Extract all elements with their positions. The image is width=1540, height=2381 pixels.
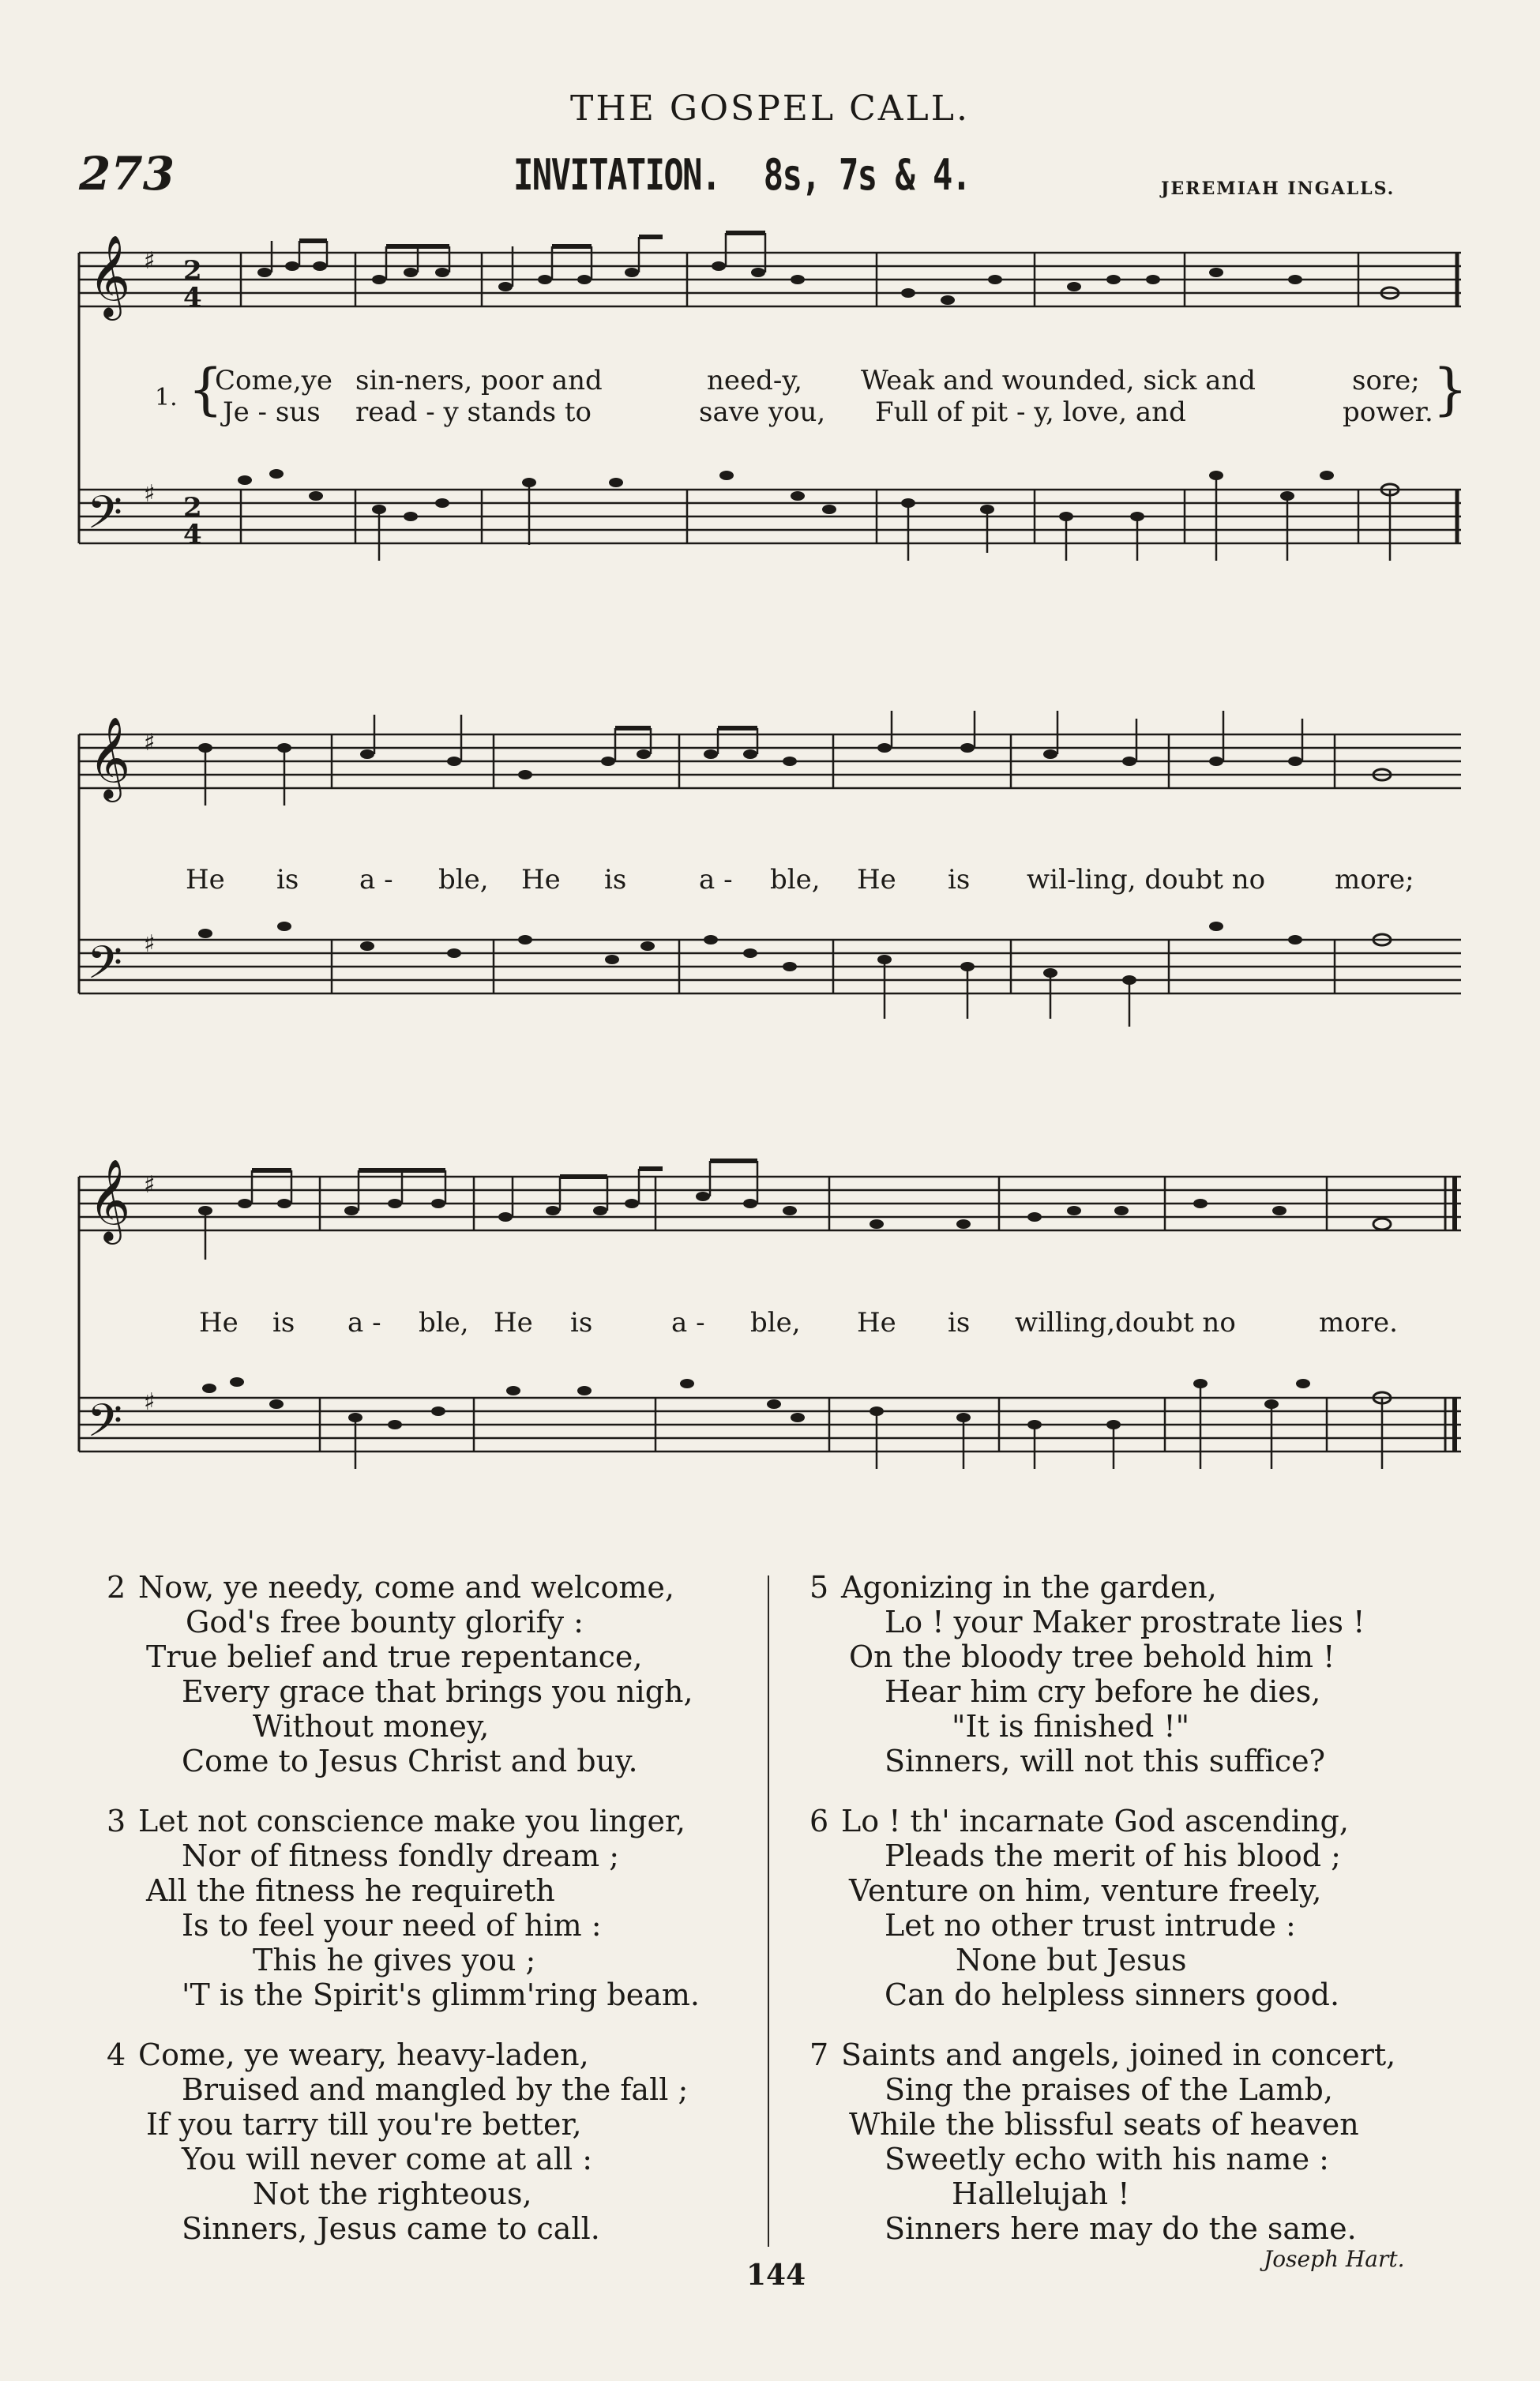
verse-line: This he gives you ;: [253, 1943, 536, 1977]
treble-clef-icon: 𝄞: [88, 1159, 131, 1241]
verse-line: Agonizing in the garden,: [841, 1570, 1217, 1605]
verse-line: Sinners, Jesus came to call.: [182, 2211, 600, 2246]
verse-line: Sweetly echo with his name :: [885, 2142, 1329, 2176]
stanza-number: 1.: [155, 384, 178, 411]
lyric-syllable: Come,ye: [215, 365, 332, 396]
treble-staff-1: [79, 253, 1461, 306]
composer: JEREMIAH INGALLS.: [1161, 178, 1395, 199]
lyric-syllable: Weak and wounded, sick and: [861, 365, 1256, 396]
verse-number: 5: [809, 1570, 829, 1605]
page-number: 144: [746, 2259, 806, 2292]
verse-line: Nor of fitness fondly dream ;: [182, 1838, 620, 1873]
lyric-syllable: wil-ling, doubt no: [1027, 864, 1266, 896]
key-signature-sharp-icon: ♯: [144, 1171, 156, 1199]
verse-6: [809, 1804, 1349, 2012]
lyric-syllable: is: [948, 1307, 971, 1339]
verse-line: On the bloody tree behold him !: [849, 1639, 1335, 1674]
verse-line: If you tarry till you're better,: [146, 2107, 582, 2142]
verse-3: [107, 1804, 700, 2012]
verse-line: Every grace that brings you nigh,: [182, 1674, 693, 1709]
verse-line: Not the righteous,: [253, 2176, 532, 2211]
hymn-title-block: [513, 150, 971, 200]
notes-bass-3: [202, 1377, 1391, 1429]
verse-number: 7: [809, 2037, 829, 2072]
lyric-brace-right: }: [1433, 357, 1468, 422]
verse-line: While the blissful seats of heaven: [849, 2107, 1359, 2142]
verse-line: Sinners, will not this suffice?: [885, 1744, 1325, 1778]
treble-staff-2: [79, 734, 1461, 788]
stems-bass-3: [355, 1384, 1382, 1469]
verse-line: Hallelujah !: [952, 2176, 1130, 2211]
hymn-meter: 8s, 7s & 4.: [763, 150, 971, 200]
verse-line: "It is finished !": [952, 1709, 1190, 1744]
lyric-syllable: a -: [359, 864, 393, 896]
verse-number: 6: [809, 1804, 829, 1838]
bass-staff-1: [79, 490, 1461, 543]
treble-clef-icon: 𝄞: [88, 235, 131, 317]
lyric-syllable: need-y,: [707, 365, 802, 396]
beams-treble-1: [299, 233, 765, 246]
stems-bass-1: [379, 475, 1390, 561]
beams-treble-3: [252, 1161, 757, 1177]
lyric-syllable: save you,: [699, 396, 826, 428]
verse-line: Let no other trust intrude :: [885, 1908, 1296, 1943]
verse-line: All the fitness he requireth: [146, 1873, 555, 1908]
verse-line: Without money,: [253, 1709, 490, 1744]
time-sig-top: 2: [183, 492, 202, 524]
verse-line: Lo ! th' incarnate God ascending,: [841, 1804, 1349, 1838]
verse-line: 'T is the Spirit's glimm'ring beam.: [182, 1977, 700, 2012]
verse-line: Saints and angels, joined in concert,: [841, 2037, 1396, 2072]
lyric-syllable: He: [857, 1307, 896, 1339]
hymn-number: 273: [79, 147, 175, 201]
verse-line: Pleads the merit of his blood ;: [885, 1838, 1341, 1873]
lyric-syllable: ble,: [770, 864, 821, 896]
lyric-syllable: willing,doubt no: [1015, 1307, 1236, 1339]
verse-line: Venture on him, venture freely,: [849, 1873, 1322, 1908]
verse-number: 4: [107, 2037, 126, 2072]
lyric-syllable: a -: [671, 1307, 705, 1339]
verse-line: Lo ! your Maker prostrate lies !: [885, 1605, 1365, 1639]
lyric-syllable: Full of pit - y, love, and: [875, 396, 1186, 428]
running-head: THE GOSPEL CALL.: [570, 88, 970, 129]
lyric-syllable: more.: [1319, 1307, 1398, 1339]
lyric-syllable: He: [494, 1307, 533, 1339]
verse-2: [107, 1570, 693, 1778]
lyric-brace-left: {: [188, 357, 223, 422]
lyric-syllable: Je - sus: [223, 396, 321, 428]
lyric-syllable: ble,: [419, 1307, 469, 1339]
lyric-syllable: is: [604, 864, 627, 896]
verse-line: Come to Jesus Christ and buy.: [182, 1744, 638, 1778]
lyric-syllable: a -: [347, 1307, 381, 1339]
verse-line: None but Jesus: [956, 1943, 1187, 1977]
notes-bass-1: [238, 469, 1399, 521]
verse-line: God's free bounty glorify :: [186, 1605, 584, 1639]
key-signature-sharp-icon: ♯: [144, 1388, 156, 1416]
lyric-syllable: ble,: [438, 864, 489, 896]
verse-line: True belief and true repentance,: [146, 1639, 643, 1674]
verse-line: Bruised and mangled by the fall ;: [182, 2072, 689, 2107]
verse-line: Sinners here may do the same.: [885, 2211, 1357, 2246]
key-signature-sharp-icon: ♯: [144, 930, 156, 958]
time-sig-top: 2: [183, 255, 202, 287]
hymn-title: INVITATION.: [513, 150, 720, 200]
notes-treble-3: [198, 1192, 1391, 1230]
lyric-syllable: read - y stands to: [355, 396, 592, 428]
lyric-syllable: is: [272, 1307, 295, 1339]
lyric-syllable: is: [948, 864, 971, 896]
lyric-syllable: He: [186, 864, 225, 896]
bass-clef-icon: 𝄢: [87, 486, 123, 550]
lyric-syllable: is: [276, 864, 299, 896]
treble-clef-icon: 𝄞: [88, 716, 131, 799]
lyric-syllable: a -: [699, 864, 733, 896]
verse-line: Come, ye weary, heavy-laden,: [138, 2037, 589, 2072]
lyric-syllable: ble,: [750, 1307, 801, 1339]
author-credit: Joseph Hart.: [1264, 2246, 1405, 2272]
verse-number: 3: [107, 1804, 126, 1838]
verse-line: Is to feel your need of him :: [182, 1908, 602, 1943]
bass-clef-icon: 𝄢: [87, 1394, 123, 1459]
lyric-syllable: power.: [1343, 396, 1433, 428]
time-sig-bottom: 4: [183, 519, 202, 550]
verse-4: [107, 2037, 688, 2246]
verse-line: Hear him cry before he dies,: [885, 1674, 1321, 1709]
lyric-syllable: sore;: [1352, 365, 1420, 396]
lyric-syllable: He: [199, 1307, 239, 1339]
music-system-3: [0, 1153, 1540, 1524]
verse-line: Now, ye needy, come and welcome,: [138, 1570, 674, 1605]
key-signature-sharp-icon: ♯: [144, 247, 156, 275]
key-signature-sharp-icon: ♯: [144, 729, 156, 757]
lyric-syllable: sin-ners, poor and: [355, 365, 603, 396]
bass-clef-icon: 𝄢: [87, 936, 123, 1001]
column-divider: [768, 1575, 769, 2247]
verse-line: You will never come at all :: [182, 2142, 593, 2176]
time-sig-bottom: 4: [183, 282, 202, 314]
verse-line: Can do helpless sinners good.: [885, 1977, 1340, 2012]
bass-staff-2: [79, 940, 1461, 993]
notes-treble-1: [257, 261, 1399, 305]
lyric-syllable: He: [857, 864, 896, 896]
lyric-syllable: is: [570, 1307, 593, 1339]
verse-number: 2: [107, 1570, 126, 1605]
key-signature-sharp-icon: ♯: [144, 480, 156, 508]
verse-7: [809, 2037, 1395, 2246]
verse-line: Sing the praises of the Lamb,: [885, 2072, 1333, 2107]
lyric-syllable: He: [521, 864, 561, 896]
lyric-syllable: more;: [1335, 864, 1414, 896]
verse-5: [809, 1570, 1365, 1778]
verse-line: Let not conscience make you linger,: [138, 1804, 685, 1838]
